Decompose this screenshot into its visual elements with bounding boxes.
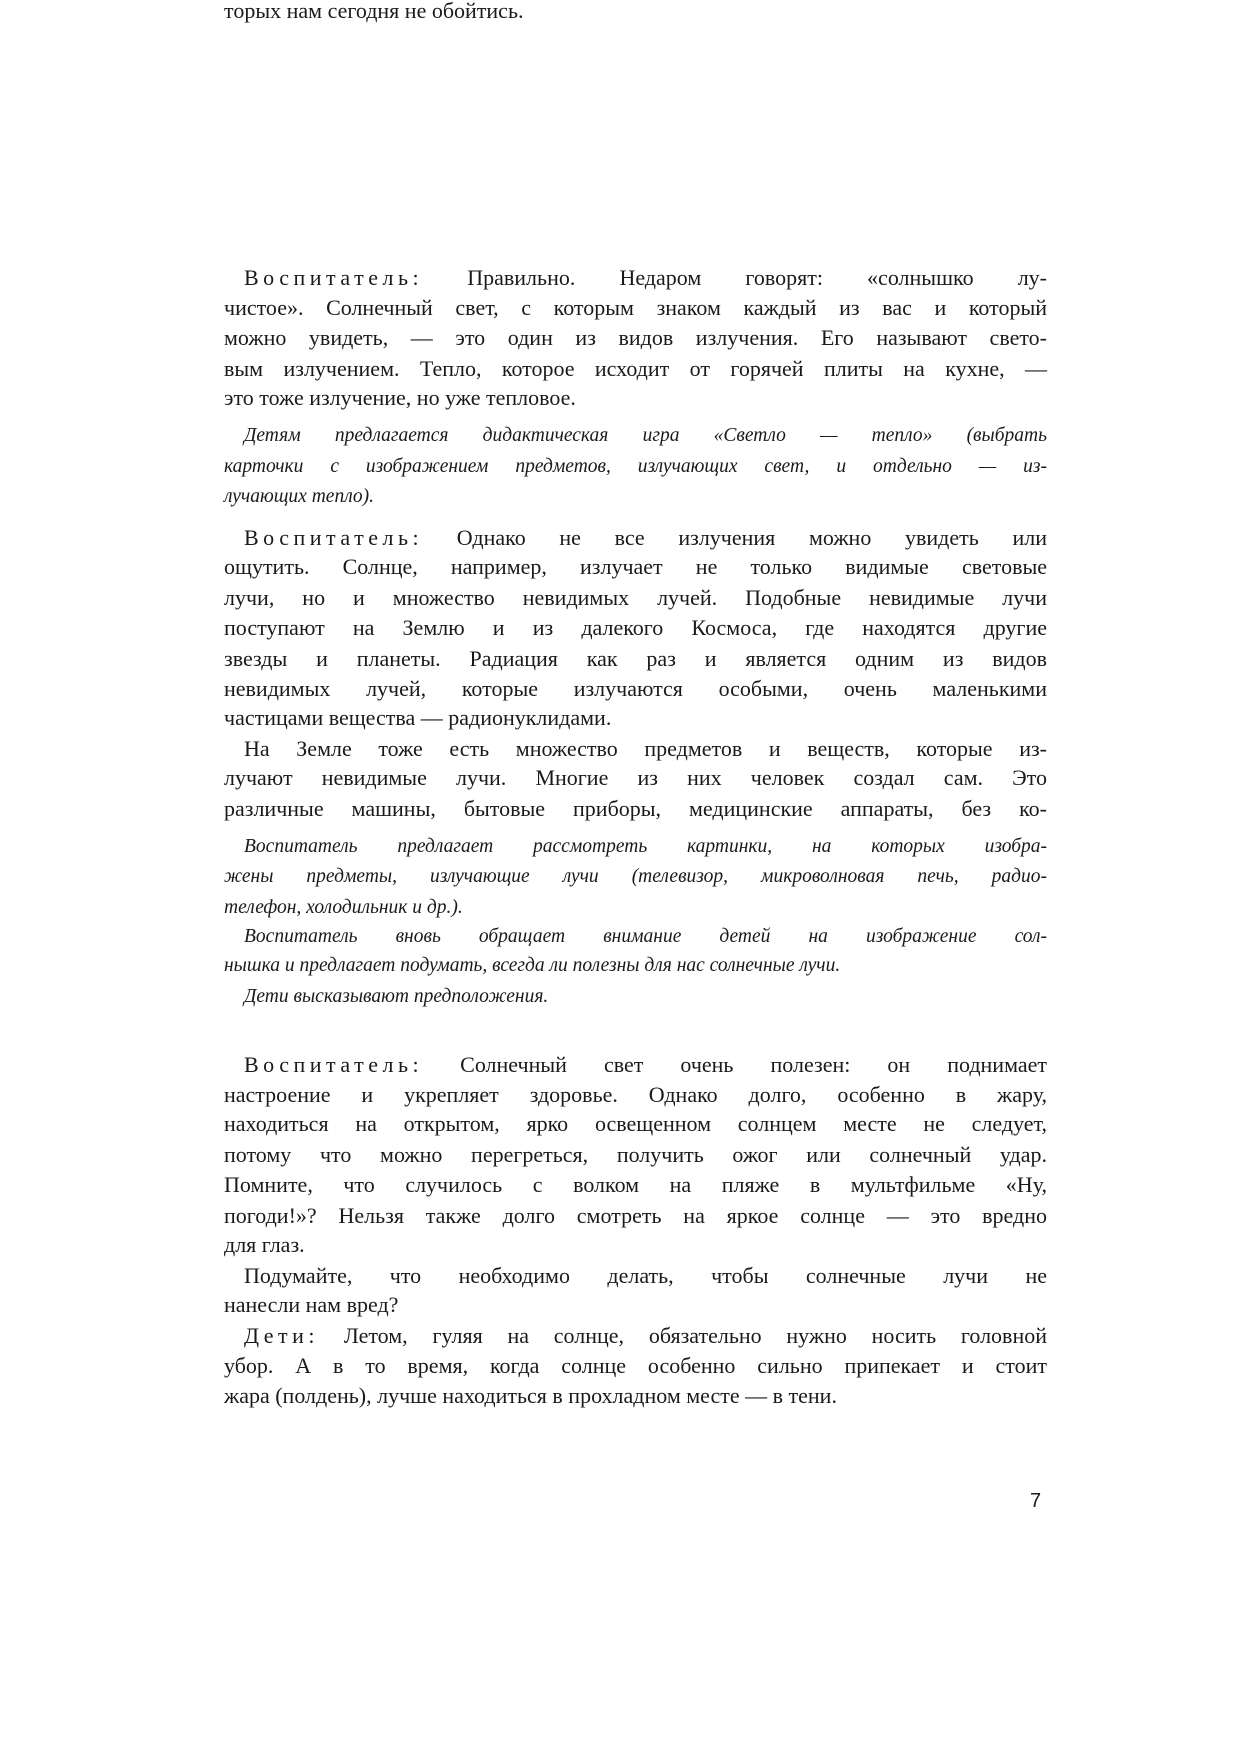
text-line bbox=[224, 267, 1047, 289]
line-text: Подумайте, что необходимо делать, чтобы солнечные лучи не bbox=[244, 1263, 1047, 1288]
text-line bbox=[224, 1205, 1047, 1227]
text-line bbox=[224, 1234, 1047, 1256]
line-text: жара (полдень), лучше находиться в прохладном месте — в тени. bbox=[224, 1383, 837, 1408]
text-line bbox=[224, 527, 1047, 549]
line-text: Летом, гуляя на солнце, обязательно нужно носить головной bbox=[319, 1323, 1047, 1348]
text-line bbox=[224, 617, 1047, 639]
text-line bbox=[224, 426, 1047, 446]
line-text: убор. А в то время, когда солнце особенно сильно припекает и стоит bbox=[224, 1353, 1047, 1378]
line-text: невидимых лучей, которые излучаются особыми, очень маленькими bbox=[224, 676, 1047, 701]
text-line bbox=[224, 798, 1047, 820]
speaker-name: Воспитатель: bbox=[244, 525, 424, 550]
line-text: вым излучением. Тепло, которое исходит от горячей плиты на кухне, — bbox=[224, 356, 1047, 381]
text-line bbox=[224, 1144, 1047, 1166]
line-text: различные машины, бытовые приборы, медицинские аппараты, без ко- bbox=[224, 796, 1047, 821]
line-text: настроение и укрепляет здоровье. Однако долго, особенно в жару, bbox=[224, 1082, 1047, 1107]
line-text: частицами вещества — радионуклидами. bbox=[224, 705, 612, 730]
line-text: лучающих тепло). bbox=[224, 486, 375, 507]
text-line bbox=[224, 707, 1047, 729]
line-text: чистое». Солнечный свет, с которым знаком каждый из вас и который bbox=[224, 295, 1047, 320]
speaker-name: Воспитатель: bbox=[244, 1052, 424, 1077]
speaker-name: Воспитатель: bbox=[244, 265, 424, 290]
line-text: Помните, что случилось с волком на пляже в мультфильме «Ну, bbox=[224, 1172, 1047, 1197]
line-text: погоди!»? Нельзя также долго смотреть на яркое солнце — это вредно bbox=[224, 1203, 1047, 1228]
line-text: это тоже излучение, но уже тепловое. bbox=[224, 385, 576, 410]
line-text: Солнечный свет очень полезен: он поднимает bbox=[423, 1052, 1047, 1077]
line-text: поступают на Землю и из далекого Космоса, где находятся другие bbox=[224, 615, 1047, 640]
line-text: звезды и планеты. Радиация как раз и является одним из видов bbox=[224, 646, 1047, 671]
line-text: лучи, но и множество невидимых лучей. Подобные невидимые лучи bbox=[224, 585, 1047, 610]
line-text: торых нам сегодня не обойтись. bbox=[224, 0, 524, 23]
line-text: Правильно. Недаром говорят: «солнышко лу- bbox=[423, 265, 1047, 290]
line-text: нышка и предлагает подумать, всегда ли полезны для нас солнечные лучи. bbox=[224, 955, 841, 976]
text-line bbox=[224, 837, 1047, 857]
text-line bbox=[224, 956, 1047, 976]
text-line bbox=[224, 1054, 1047, 1076]
text-line bbox=[224, 457, 1047, 477]
line-text: лучают невидимые лучи. Многие из них человек создал сам. Это bbox=[224, 765, 1047, 790]
text-line bbox=[224, 867, 1047, 887]
line-text: для глаз. bbox=[224, 1232, 305, 1257]
speaker-name: Дети: bbox=[244, 1323, 320, 1348]
page-number: 7 bbox=[1030, 1490, 1042, 1512]
text-line bbox=[224, 1174, 1047, 1196]
line-text: находиться на открытом, ярко освещенном солнцем месте не следует, bbox=[224, 1111, 1047, 1136]
text-line bbox=[224, 1113, 1047, 1135]
text-line bbox=[224, 987, 1047, 1007]
text-line bbox=[224, 678, 1047, 700]
text-line bbox=[224, 898, 1047, 918]
text-line bbox=[224, 0, 1047, 22]
text-line bbox=[224, 1355, 1047, 1377]
text-line bbox=[224, 648, 1047, 670]
text-line bbox=[224, 1325, 1047, 1347]
line-text: можно увидеть, — это один из видов излучения. Его называют свето- bbox=[224, 325, 1047, 350]
text-line bbox=[224, 487, 1047, 507]
text-line bbox=[224, 387, 1047, 409]
line-text: Воспитатель предлагает рассмотреть картинки, на которых изобра- bbox=[244, 836, 1047, 857]
text-line bbox=[224, 327, 1047, 349]
text-line bbox=[224, 556, 1047, 578]
text-line bbox=[224, 1294, 1047, 1316]
text-line bbox=[224, 927, 1047, 947]
line-text: Однако не все излучения можно увидеть или bbox=[423, 525, 1047, 550]
line-text: потому что можно перегреться, получить ожог или солнечный удар. bbox=[224, 1142, 1047, 1167]
text-line bbox=[224, 767, 1047, 789]
text-line bbox=[224, 1084, 1047, 1106]
text-line bbox=[224, 1385, 1047, 1407]
line-text: Воспитатель вновь обращает внимание детей на изображение сол- bbox=[244, 926, 1047, 947]
text-line bbox=[224, 738, 1047, 760]
line-text: Детям предлагается дидактическая игра «Светло — тепло» (выбрать bbox=[244, 425, 1047, 446]
line-text: телефон, холодильник и др.). bbox=[224, 897, 463, 918]
line-text: карточки с изображением предметов, излучающих свет, и отдельно — из- bbox=[224, 456, 1047, 477]
text-line bbox=[224, 1265, 1047, 1287]
text-line bbox=[224, 587, 1047, 609]
text-line bbox=[224, 297, 1047, 319]
line-text: жены предметы, излучающие лучи (телевизор, микроволновая печь, радио- bbox=[224, 866, 1047, 887]
line-text: Дети высказывают предположения. bbox=[244, 986, 549, 1007]
line-text: На Земле тоже есть множество предметов и веществ, которые из- bbox=[244, 736, 1047, 761]
text-line bbox=[224, 358, 1047, 380]
line-text: ощутить. Солнце, например, излучает не только видимые световые bbox=[224, 554, 1047, 579]
line-text: нанесли нам вред? bbox=[224, 1292, 399, 1317]
